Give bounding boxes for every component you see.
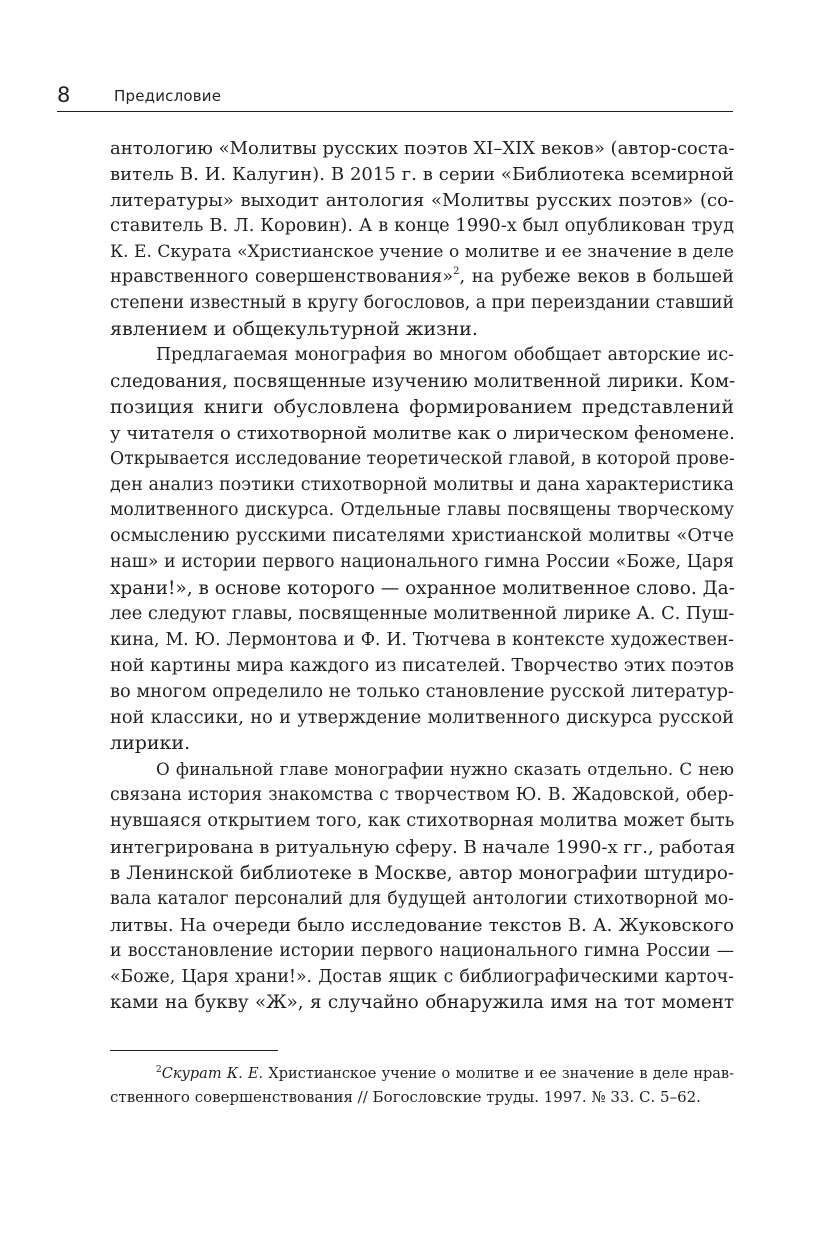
text-line: следования, посвященные изучению молитвенной лирики. Ком- xyxy=(110,371,736,393)
text-segment: нравственного совершенствования» xyxy=(110,267,454,288)
text-line: ной классики, но и утверждение молитвенного дискурса русской xyxy=(110,707,734,728)
text-line: лее следуют главы, посвященные молитвенной лирике А. С. Пуш- xyxy=(110,604,735,625)
paragraph xyxy=(110,136,734,343)
text-line: «Боже, Царя храни!». Достав ящик с библиографическими карточ- xyxy=(110,966,734,987)
text-line: ной картины мира каждого из писателей. Творчество этих поэтов xyxy=(110,655,734,676)
text-line: литературы» выходит антология «Молитвы русских поэтов» (со- xyxy=(110,189,734,211)
text-line: молитвенного дискурса. Отдельные главы посвящены творческому xyxy=(110,500,734,521)
text-line: у читателя о стихотворной молитве как о лирическом феномене. xyxy=(110,422,735,444)
text-line: О финальной главе монографии нужно сказать отдельно. С нею xyxy=(156,759,734,780)
text-line: кина, М. Ю. Лермонтова и Ф. И. Тютчева в контексте художествен- xyxy=(110,629,734,650)
footnote-line: ственного совершенствования // Богословские труды. 1997. № 33. С. 5–62. xyxy=(110,1088,701,1106)
text-line: К. Е. Скурата «Христианское учение о молитве и ее значение в деле xyxy=(110,241,734,262)
text-line: степени известный в кругу богословов, а при переиздании ставший xyxy=(110,293,734,314)
text-line: лирики. xyxy=(110,732,191,755)
text-line: витель В. И. Калугин). В 2015 г. в серии «Библиотека всемирной xyxy=(110,163,734,185)
text-line: и восстановление истории первого национального гимна России — xyxy=(110,940,734,961)
footnote-text: Христианское учение о молитве и ее значение в деле нрав- xyxy=(263,1066,734,1082)
text-line: ками на букву «Ж», я случайно обнаружила имя на тот момент xyxy=(110,992,734,1014)
main-text xyxy=(110,136,734,1016)
text-line: интегрирована в ритуальную сферу. В начале 1990-х гг., работая xyxy=(110,837,736,859)
footnote-reference: 2 xyxy=(453,266,460,278)
text-line: ден анализ поэтики стихотворной молитвы и дана характеристика xyxy=(110,474,734,495)
footnote-line xyxy=(110,1063,734,1086)
text-segment: , на рубеже веков в большей xyxy=(459,267,735,288)
footnote-number: 2 xyxy=(156,1065,162,1075)
text-line: наш» и истории первого национального гимна России «Боже, Царя xyxy=(110,552,734,573)
running-title: Предисловие xyxy=(114,87,222,105)
text-line: во многом определило не только становление русской литератур- xyxy=(110,681,734,702)
text-line: явлением и общекультурной жизни. xyxy=(110,318,478,341)
paragraph xyxy=(110,757,734,1016)
page-header xyxy=(57,83,733,112)
text-line: Предлагаемая монография во многом обобщает авторские ис- xyxy=(156,345,734,366)
paragraph xyxy=(110,343,734,757)
text-line: храни!», в основе которого — охранное молитвенное слово. Да- xyxy=(110,578,735,600)
text-line: литвы. На очереди было исследование текстов В. А. Жуковского xyxy=(110,914,734,936)
text-line: антологию «Молитвы русских поэтов XI–XIX веков» (автор-соста- xyxy=(110,138,735,159)
page-number: 8 xyxy=(57,83,71,107)
footnote-author: Скурат К. Е. xyxy=(161,1066,264,1082)
text-line: Открывается исследование теоретической главой, в которой прове- xyxy=(110,448,735,469)
text-line: позиция книги обусловлена формированием представлений xyxy=(110,395,734,418)
text-line: вала каталог персоналий для будущей антологии стихотворной мо- xyxy=(110,888,734,909)
text-line: нувшаяся открытием того, как стихотворная молитва может быть xyxy=(110,811,735,832)
text-line: ставитель В. Л. Коровин). А в конце 1990-х был опубликован труд xyxy=(110,215,734,236)
text-line: осмыслению русскими писателями христианской молитвы «Отче xyxy=(110,526,734,547)
footnote xyxy=(110,1063,734,1109)
text-line: связана история знакомства с творчеством Ю. В. Жадовской, обер- xyxy=(110,785,734,806)
text-line xyxy=(110,265,734,291)
text-line: в Ленинской библиотеке в Москве, автор монографии штудиро- xyxy=(110,862,734,884)
footnote-divider xyxy=(110,1050,278,1051)
